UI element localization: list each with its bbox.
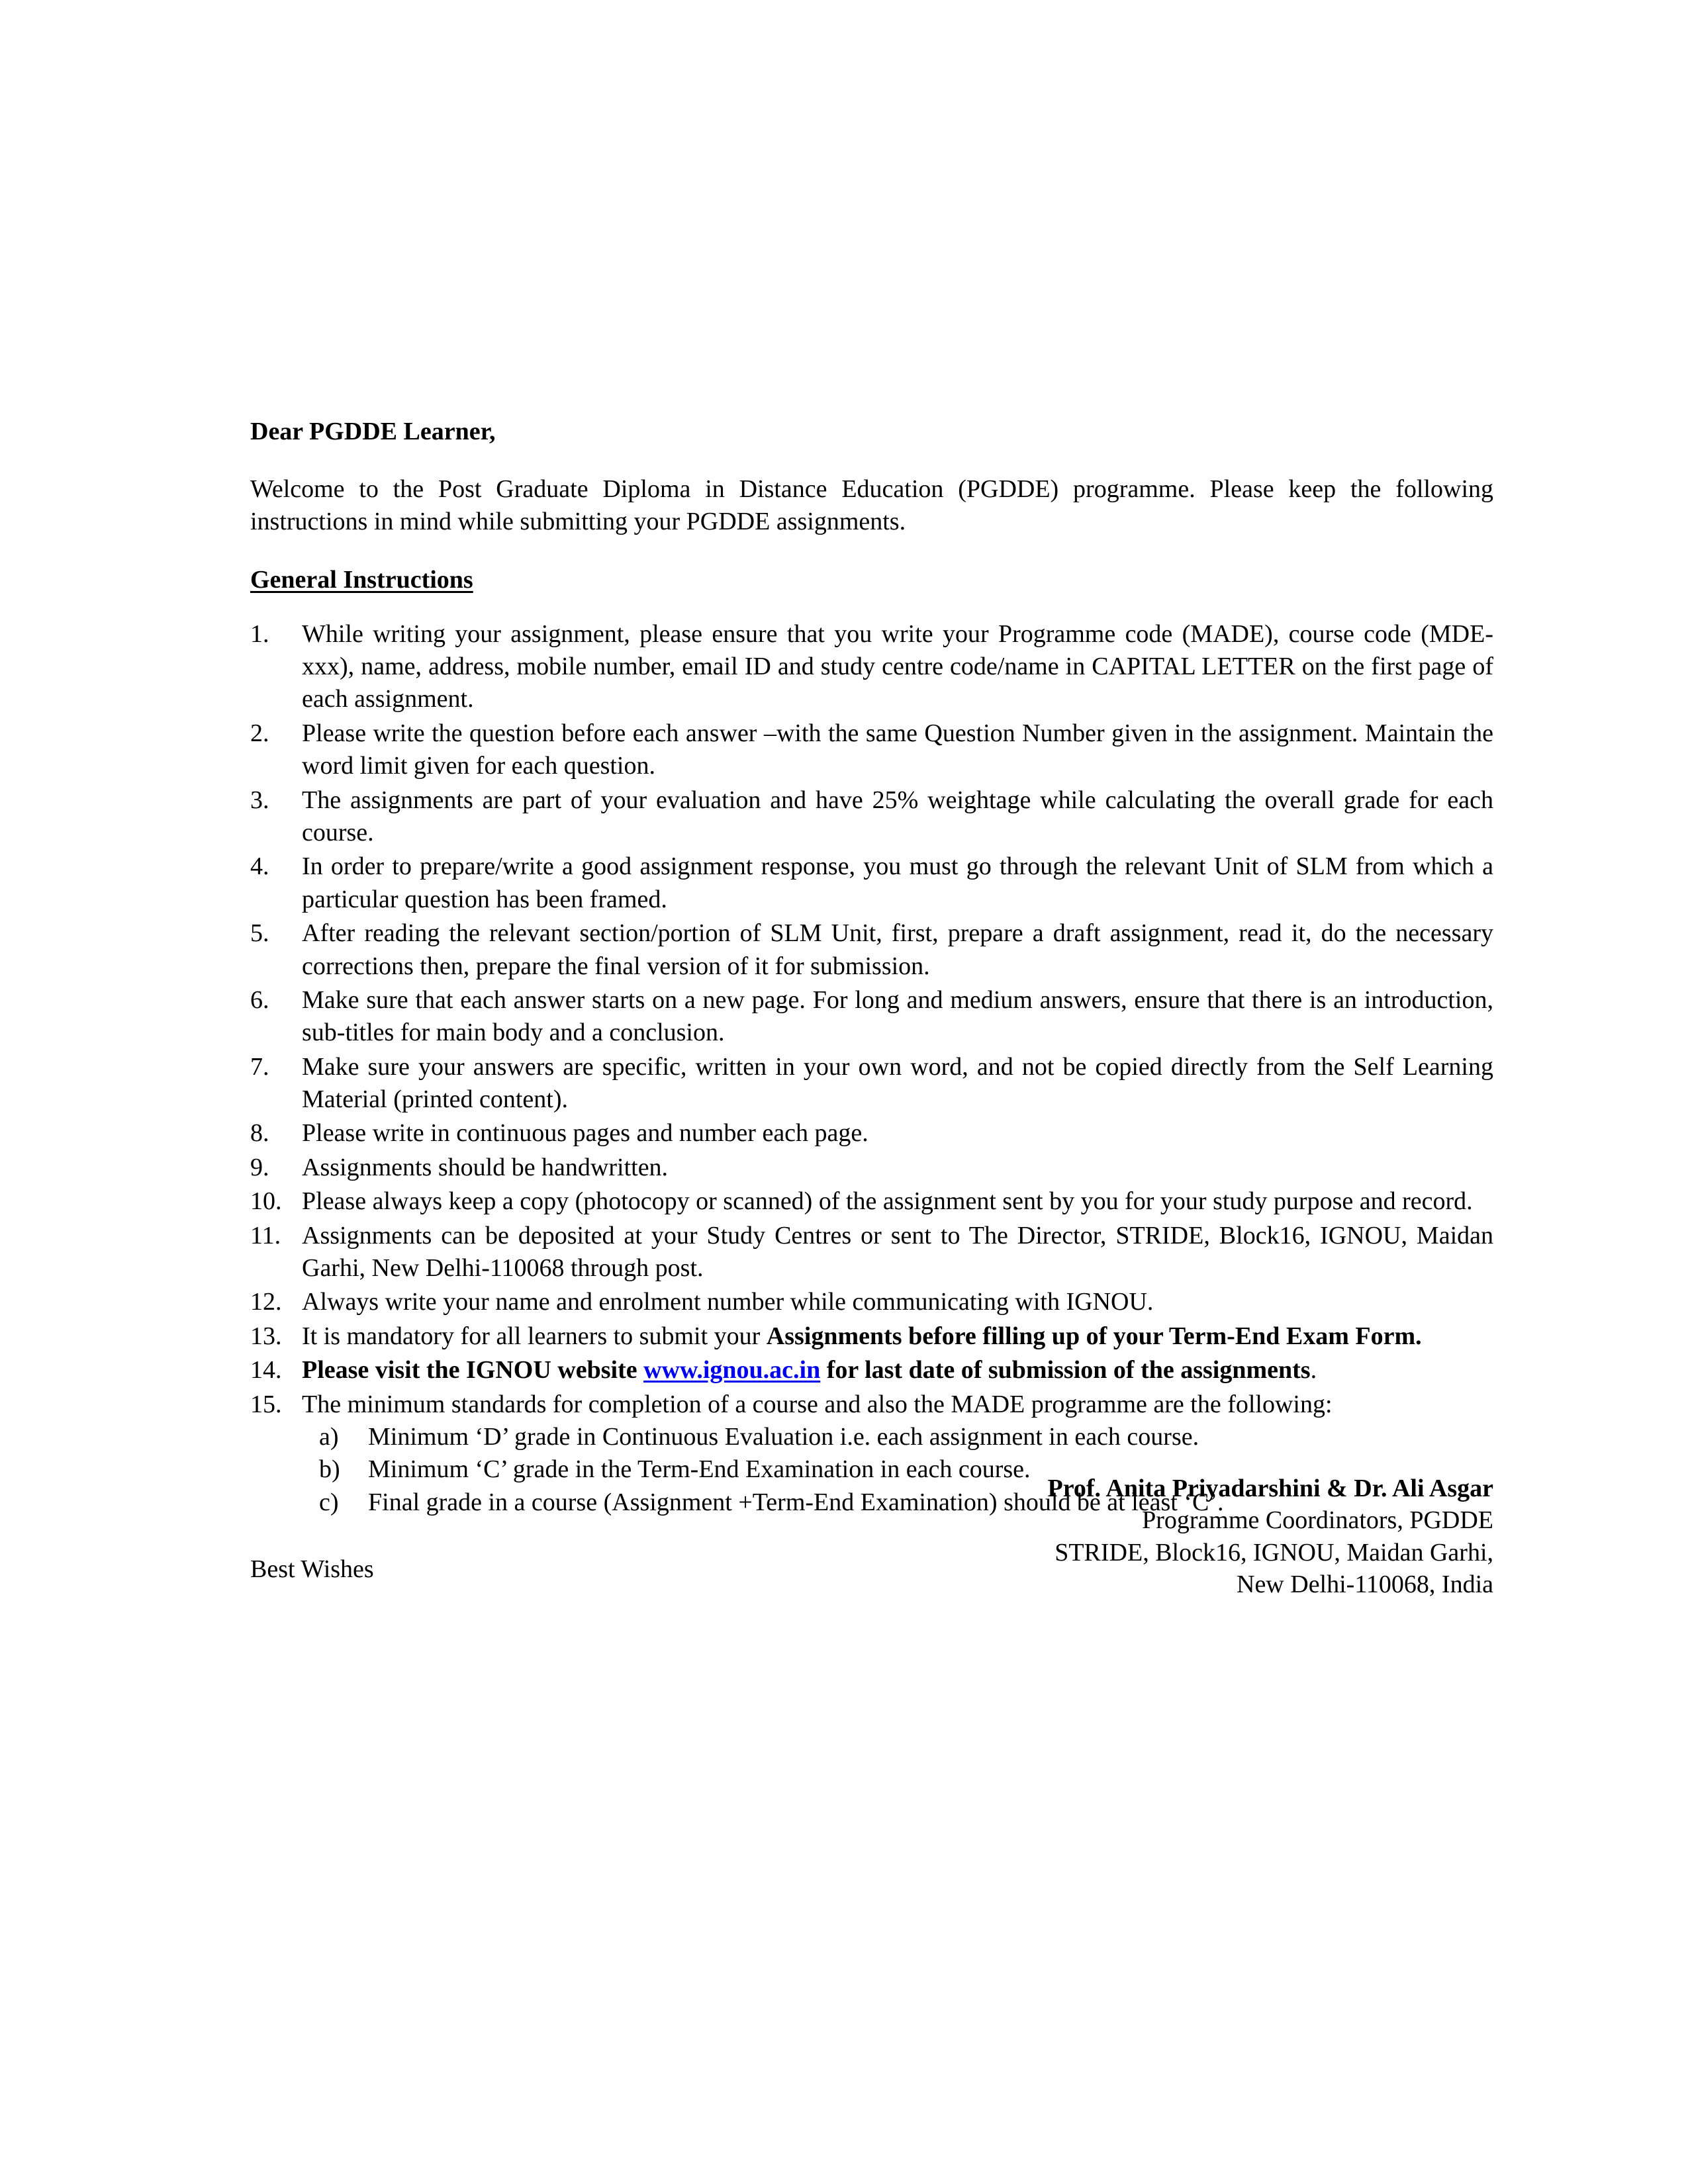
- signature-block: [250, 1473, 1493, 1600]
- signature-address-line-2: New Delhi-110068, India: [1237, 1570, 1493, 1598]
- instruction-text: Make sure your answers are specific, written in your own word, and not be copied directly from the Self Learning Material (printed content).: [302, 1052, 1493, 1114]
- list-marker: 6.: [250, 985, 269, 1014]
- instruction-item-6: [250, 984, 1493, 1050]
- instruction-text: The minimum standards for completion of a course and also the MADE programme are the following:: [302, 1390, 1333, 1418]
- sub-list-marker: c): [319, 1488, 339, 1516]
- instruction-text: Please always keep a copy (photocopy or scanned) of the assignment sent by you for your study purpose and record.: [302, 1187, 1473, 1216]
- instruction-text: In order to prepare/write a good assignment response, you must go through the relevant Unit of SLM from which a particular question has been framed.: [302, 852, 1493, 913]
- instruction-text: Assignments can be deposited at your Study Centres or sent to The Director, STRIDE, Block16, IGNOU, Maidan Garhi, New Delhi-110068 through post.: [302, 1221, 1493, 1283]
- salutation: Dear PGDDE Learner,: [250, 418, 496, 445]
- instruction-item-7: [250, 1051, 1493, 1116]
- instruction-item-13: [250, 1320, 1493, 1353]
- instruction-item-10: [250, 1185, 1493, 1218]
- letter-body: [250, 417, 1493, 1598]
- instruction-text-emphasis: Assignments before filling up of your Term-End Exam Form.: [766, 1322, 1422, 1350]
- list-marker: 14.: [250, 1356, 282, 1385]
- instruction-item-11: [250, 1220, 1493, 1285]
- instruction-item-1: [250, 618, 1493, 716]
- instruction-text: Make sure that each answer starts on a new page. For long and medium answers, ensure that there is an introduction, sub-titles for main body and a conclusion.: [302, 985, 1493, 1047]
- instruction-text: Please write the question before each answer –with the same Question Number given in the assignment. Maintain the word limit given for each question.: [302, 719, 1493, 780]
- list-marker: 11.: [250, 1221, 281, 1250]
- instruction-text: Always write your name and enrolment number while communicating with IGNOU.: [302, 1288, 1154, 1316]
- instructions-list: [250, 618, 1493, 1520]
- instruction-text: The assignments are part of your evaluation and have 25% weightage while calculating the overall grade for each course.: [302, 786, 1493, 846]
- list-marker: 15.: [250, 1390, 282, 1418]
- instruction-item-9: [250, 1152, 1493, 1184]
- list-marker: 1.: [250, 619, 269, 648]
- instruction-text: After reading the relevant section/portion of SLM Unit, first, prepare a draft assignment, read it, do the necessary corrections then, prepare the final version of it for submission.: [302, 919, 1493, 980]
- instruction-text: Please write in continuous pages and number each page.: [302, 1119, 868, 1148]
- sub-instruction-text: Minimum ‘C’ grade in the Term-End Examination in each course.: [368, 1455, 1031, 1484]
- instruction-item-4: [250, 850, 1493, 916]
- signature-name: Prof. Anita Priyadarshini & Dr. Ali Asgar: [1047, 1475, 1493, 1502]
- instruction-item-2: [250, 717, 1493, 783]
- sub-list-marker: a): [319, 1422, 339, 1451]
- signature-role: Programme Coordinators, PGDDE: [1142, 1506, 1493, 1535]
- instruction-item-8: [250, 1117, 1493, 1150]
- instruction-item-12: [250, 1286, 1493, 1318]
- instruction-item-14: [250, 1354, 1493, 1387]
- signature-address-line-1: STRIDE, Block16, IGNOU, Maidan Garhi,: [1055, 1538, 1493, 1567]
- sub-instruction-text: Final grade in a course (Assignment +Term-End Examination) should be at least ‘C’.: [368, 1488, 1224, 1516]
- section-heading-general-instructions: General Instructions: [250, 565, 473, 594]
- list-marker: 5.: [250, 919, 269, 948]
- sub-instruction-text: Minimum ‘D’ grade in Continuous Evaluation i.e. each assignment in each course.: [368, 1422, 1199, 1451]
- closing-line: Best Wishes: [250, 1555, 374, 1584]
- instruction-text-after-link: for last date of submission of the assignments: [820, 1356, 1311, 1385]
- instruction-text-plain: It is mandatory for all learners to submit your: [302, 1322, 767, 1350]
- instruction-text-tail: .: [1310, 1356, 1317, 1385]
- list-marker: 9.: [250, 1153, 269, 1181]
- section-heading-wrapper: [250, 565, 1493, 618]
- list-marker: 7.: [250, 1052, 269, 1081]
- list-marker: 13.: [250, 1322, 282, 1350]
- sub-list-marker: b): [319, 1455, 340, 1484]
- instruction-item-5: [250, 917, 1493, 983]
- ignou-website-link[interactable]: www.ignou.ac.in: [643, 1356, 821, 1385]
- instruction-text: Assignments should be handwritten.: [302, 1153, 669, 1181]
- list-marker: 12.: [250, 1288, 282, 1316]
- sub-instruction-item-a: [319, 1421, 1493, 1453]
- instruction-text-before-link: Please visit the IGNOU website: [302, 1356, 644, 1385]
- list-marker: 3.: [250, 786, 269, 814]
- list-marker: 10.: [250, 1187, 282, 1216]
- list-marker: 4.: [250, 852, 269, 881]
- instruction-item-3: [250, 784, 1493, 850]
- list-marker: 2.: [250, 719, 269, 747]
- intro-paragraph: Welcome to the Post Graduate Diploma in Distance Education (PGDDE) programme. Please keep the following instructions in mind while submitting your PGDDE assignments.: [250, 475, 1493, 536]
- list-marker: 8.: [250, 1119, 269, 1148]
- instruction-text: While writing your assignment, please ensure that you write your Programme code (MADE), course code (MDE-xxx), name, address, mobile number, email ID and study centre code/name in CAPITAL LETTER on the first page of each assignment.: [302, 619, 1493, 713]
